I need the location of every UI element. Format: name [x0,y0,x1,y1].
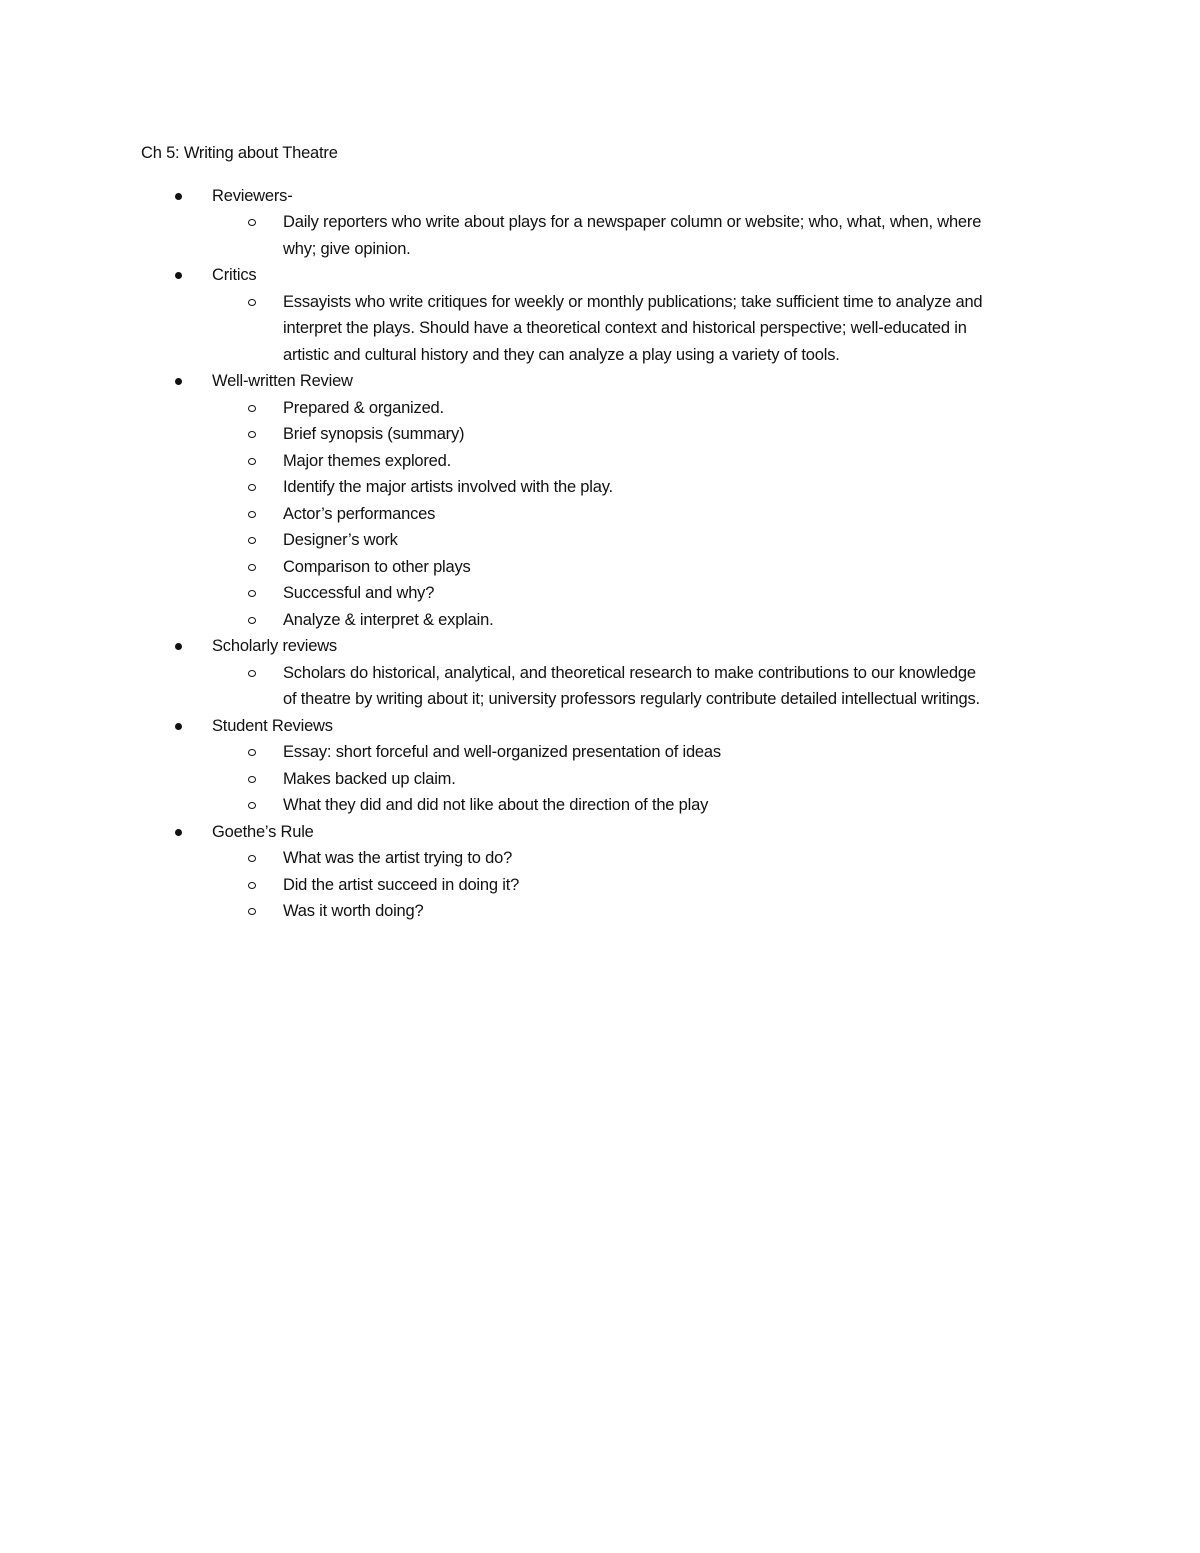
sub-item-text: Essayists who write critiques for weekly or monthly publications; take sufficient time to analyze and interpret the plays. Should have a theoretical context and historical perspective; well-educated in artistic and cultural history and they can analyze a play using a variety of tools. [283,292,983,364]
sub-item [212,554,983,581]
sub-item-text: Scholars do historical, analytical, and theoretical research to make contributions to our knowledge of theatre by writing about it; university professors regularly contribute detailed intellectual writings. [283,663,980,708]
section-heading: Critics [212,266,257,284]
sub-item [212,474,983,501]
sub-item-text: Designer’s work [283,531,398,549]
section-item [141,262,1061,368]
bullet-icon [175,643,182,650]
hollow-bullet-icon [248,776,256,783]
bullet-icon [175,193,182,200]
sub-item-text: Prepared & organized. [283,398,444,417]
section-item [141,183,1061,263]
hollow-bullet-icon [248,484,256,491]
hollow-bullet-icon [248,749,256,756]
sub-item-list [212,289,1061,369]
sub-item-list [212,660,1061,713]
sub-item [212,395,983,422]
sub-item [212,898,983,925]
sub-item [212,289,983,369]
sub-item [212,209,983,262]
sub-item [212,660,983,713]
sub-item [212,766,983,793]
hollow-bullet-icon [248,511,256,518]
hollow-bullet-icon [248,219,256,226]
section-list [141,183,1061,925]
bullet-icon [175,723,182,730]
sub-item-text: Was it worth doing? [283,902,424,920]
sub-item-text: Analyze & interpret & explain. [283,610,494,629]
sub-item-text: Makes backed up claim. [283,769,456,788]
document-title: Ch 5: Writing about Theatre [141,144,338,162]
sub-item-text: What they did and did not like about the direction of the play [283,796,709,814]
sub-item [212,527,983,554]
section-heading: Student Reviews [212,716,333,735]
document-body [141,140,1061,925]
sub-item [212,421,983,448]
bullet-icon [175,378,182,385]
section-item [141,368,1061,633]
sub-item [212,501,983,528]
sub-item-text: Brief synopsis (summary) [283,425,465,443]
sub-item-text: Actor’s performances [283,504,436,523]
sub-item-list [212,209,1061,262]
hollow-bullet-icon [248,855,256,862]
sub-item-text: Identify the major artists involved with the play. [283,478,613,496]
sub-item-text: Comparison to other plays [283,557,471,576]
bullet-icon [175,829,182,836]
sub-item [212,448,983,475]
section-item [141,633,1061,713]
sub-item-text: Did the artist succeed in doing it? [283,875,520,894]
section-item [141,819,1061,925]
hollow-bullet-icon [248,670,256,677]
section-heading: Scholarly reviews [212,637,337,655]
sub-item-text: What was the artist trying to do? [283,849,513,867]
sub-item-text: Daily reporters who write about plays for a newspaper column or website; who, what, when, where why; give opinion. [283,213,982,258]
hollow-bullet-icon [248,458,256,465]
sub-item-text: Successful and why? [283,584,435,602]
hollow-bullet-icon [248,882,256,889]
hollow-bullet-icon [248,590,256,597]
sub-item [212,792,983,819]
hollow-bullet-icon [248,802,256,809]
sub-item [212,739,983,766]
hollow-bullet-icon [248,405,256,412]
hollow-bullet-icon [248,537,256,544]
sub-item [212,580,983,607]
hollow-bullet-icon [248,908,256,915]
section-heading: Well-written Review [212,372,353,390]
sub-item-text: Major themes explored. [283,451,452,470]
sub-item-text: Essay: short forceful and well-organized presentation of ideas [283,743,721,761]
section-heading: Reviewers- [212,186,293,205]
bullet-icon [175,272,182,279]
sub-item [212,872,983,899]
section-item [141,713,1061,819]
hollow-bullet-icon [248,564,256,571]
section-heading: Goethe’s Rule [212,822,314,841]
sub-item-list [212,395,1061,634]
sub-item [212,607,983,634]
hollow-bullet-icon [248,431,256,438]
sub-item-list [212,739,1061,819]
hollow-bullet-icon [248,299,256,306]
sub-item [212,845,983,872]
sub-item-list [212,845,1061,925]
hollow-bullet-icon [248,617,256,624]
